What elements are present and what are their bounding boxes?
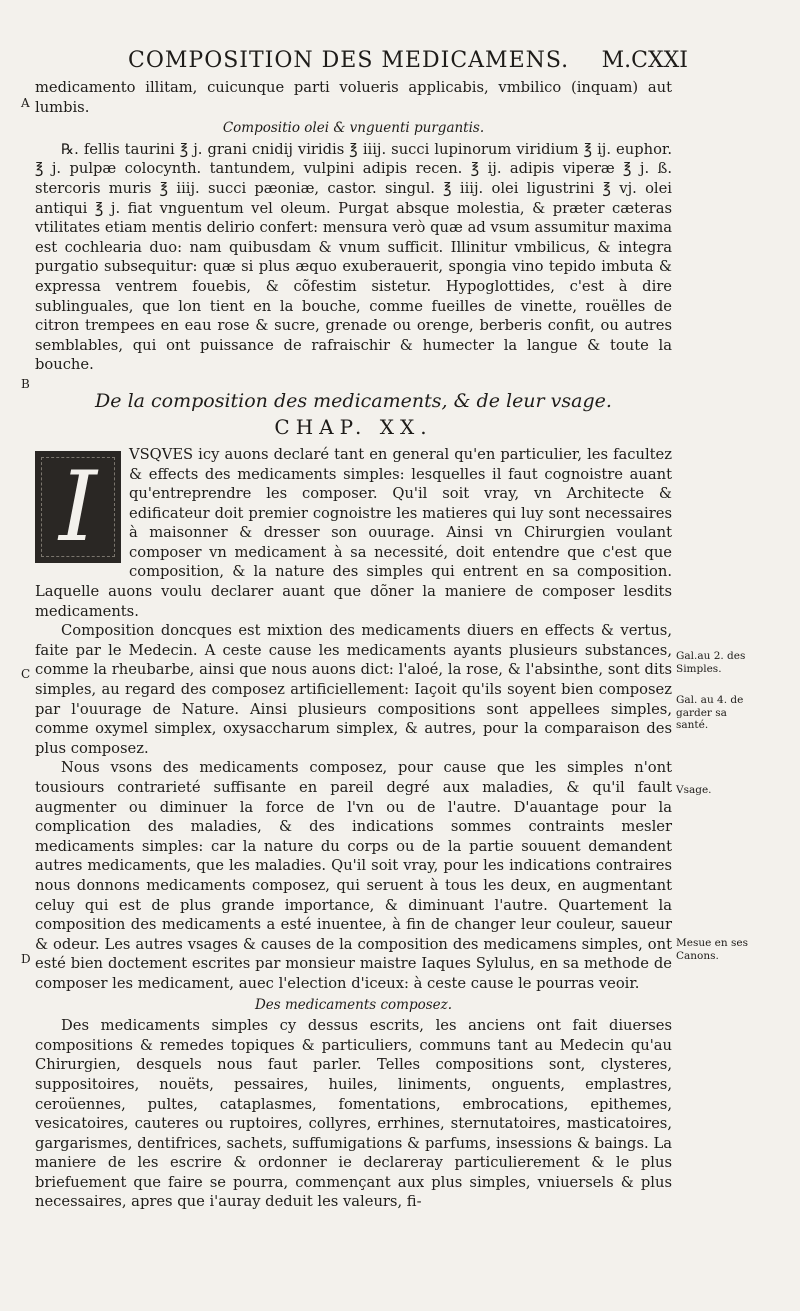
margin-letter-c: C: [21, 667, 31, 681]
section-medicaments-composez: [35, 996, 672, 1213]
paragraph-text: VSQVES icy auons declaré tant en general qu'en particulier, les facultez & effects des medicaments simples: lesquelles il faut cognoistre auant qu'entreprendre les composer. Qu'il soit vray, vn Architecte & edificateur doit premier cognoistre les matieres qui luy sont necessaires à maisonner & dresser son ouurage. Ainsi vn Chirurgien voulant composer vn medicament à sa necessité, doit entendre que c'est que composition, & la nature des simples qui entrent en sa composition. Laquelle auons voulu declarer auant que dõner la maniere de composer lesdits medicaments.: [35, 445, 672, 620]
chapter-paragraph-3: Nous vsons des medicaments composez, pour cause que les simples n'ont tousiours contrarieté suffisante en pareil degré aux maladies, & qu'il fault augmenter ou diminuer la force de l'vn ou de l'autre. D'auantage pour la complication des maladies, & des indications sommes contraints mesler medicaments simples: car la nature du corps ou de la partie souuent demandent autres medicaments, que les maladies. Qu'il soit vray, pour les indications contraires nous donnons medicaments composez, qui seruent à tous les deux, en augmentant celuy qui est de plus grande importance, & diminuant l'autre. Quartement la composition des medicaments a esté inuentee, à fin de changer leur couleur, saueur & odeur. Les autres vsages & causes de la composition des medicamens simples, ont esté bien doctement escrites par monsieur maistre Iaques Sylulus, en sa methode de composer les medicament, auec l'election d'iceux: à ceste cause le pourras veoir.: [35, 759, 672, 992]
decorated-initial-icon: I: [35, 451, 121, 563]
side-note-galen-sante: Gal. au 4. de garder sa santé.: [676, 694, 744, 731]
side-note-galen-simples: Gal.au 2. des Simples.: [676, 650, 746, 675]
intro-text: medicamento illitam, cuicunque parti volueris applicabis, vmbilico (inquam) aut lumbis.: [35, 79, 672, 116]
chapter-title: De la composition des medicaments, & de leur vsage.: [95, 389, 612, 412]
margin-letter-b: B: [21, 377, 30, 391]
page-body: [35, 78, 672, 1212]
show-through-mark: [670, 286, 790, 346]
chapter-number: CHAP. XX.: [274, 414, 433, 439]
page-header: [128, 48, 688, 80]
folio-number: M.CXXI: [601, 48, 688, 73]
chapter-paragraph-2: Composition doncques est mixtion des medicaments diuers en effects & vertus, faite par le Medecin. A ceste cause les medicaments ayants plusieurs substances, comme la rheubarbe, ainsi que nous auons dict: l'aloé, la rose, & l'absinthe, sont dits simples, au regard des composez artificiellement: Iaçoit qu'ils soyent bien composez par l'ouurage de Nature. Ainsi plusieurs compositions sont appellees simples, comme oxymel simplex, oxysaccharum simplex, & autres, pour la comparaison des plus composez.: [35, 622, 672, 757]
section-title: Des medicaments composez.: [254, 996, 453, 1013]
section-olei-purgantis: [35, 78, 672, 375]
section-text: Des medicaments simples cy dessus escrits, les anciens ont fait diuerses compositions & remedes topiques & particuliers, communs tant au Medecin qu'au Chirurgien, desquels nous faut parler. Telles compositions sont, clysteres, suppositoires, nouëts, pessaires, huiles, liniments, onguents, emplastres, ceroüennes, pultes, cataplasmes, fomentations, embrocations, epithemes, vesicatoires, cauteres ou ruptoires, collyres, errhines, sternutatoires, masticatoires, gargarismes, dentifrices, sachets, suffumigations & parfums, insessions & baings. La maniere de les escrire & ordonner ie declareray particulierement & le plus briefuement que faire se pourra, commençant aux plus simples, vniuersels & plus necessaires, apres que i'auray deduit les valeurs, fi-: [35, 1017, 672, 1211]
margin-letter-a: A: [21, 96, 30, 110]
side-note-vsage: Vsage.: [676, 784, 712, 796]
margin-letter-d: D: [21, 952, 31, 966]
recipe-title: Compositio olei & vnguenti purgantis.: [222, 120, 485, 137]
running-title: COMPOSITION DES MEDICAMENS.: [128, 48, 570, 73]
chapter-xx: [35, 389, 672, 994]
side-note-mesue: Mesue en ses Canons.: [676, 937, 748, 962]
chapter-paragraph-1: [35, 445, 672, 621]
recipe-text: ℞. fellis taurini ℥ j. grani cnidij viridis ℥ iiij. succi lupinorum viridium ℥ ij. euphor. ℥ j. pulpæ colocynth. tantundem, vulpini adipis recen. ℥ ij. adipis viperæ ℥ j. ß. stercoris muris ℥ iiij. succi pæoniæ, castor. singul. ℥ iiij. olei ligustrini ℥ vj. olei antiqui ℥ j. fiat vnguentum vel oleum. Purgat absque molestia, & præter cæteras vtilitates etiam mentis delirio confert: mensura verò quæ ad vsum assumitur maxima est cochlearia duo: nam quibusdam & vnum sufficit. Illinitur vmbilicus, & integra purgatio subsequitur: quæ si plus æquo exuberauerit, spongia vino tepido imbuta & expressa ventrem fouebis, & cõfestim sistetur. Hypoglottides, c'est à dire sublinguales, que lon tient en la bouche, comme fueilles de vinette, rouëlles de citron trempees en eau rose & sucre, grenade ou orenge, berberis confit, ou autres semblables, qui ont puissance de rafraischir & humecter la langue & toute la bouche.: [35, 140, 672, 374]
